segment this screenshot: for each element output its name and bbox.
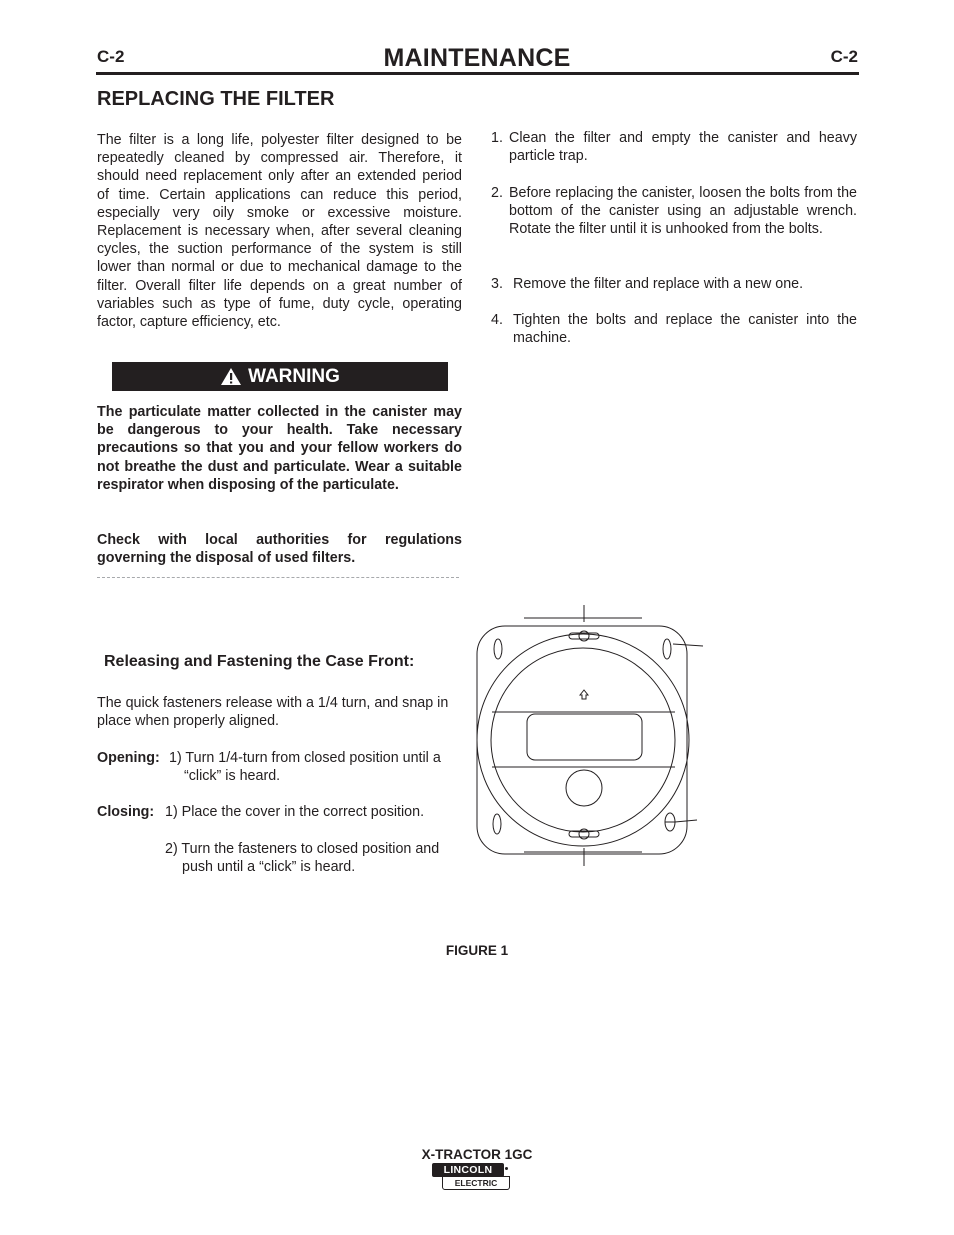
case-front-outline (477, 626, 687, 854)
section-title: REPLACING THE FILTER (97, 88, 335, 110)
header-title: MAINTENANCE (383, 44, 571, 72)
footer-model-name: X-TRACTOR 1GC (421, 1147, 533, 1162)
case-front-ring-inner (491, 648, 675, 832)
warning-label: WARNING (248, 365, 340, 387)
opening-step-1-continued: “click” is heard. (184, 768, 281, 784)
logo-bottom-text: ELECTRIC (442, 1176, 510, 1190)
warning-paragraph-health: The particulate matter collected in the canister may be dangerous to your health. Take necessary precautions so that you and your fellow workers do not breathe the dust and particulate. Wear a suitable respirator when disposing of the particulate. (97, 404, 462, 493)
header-page-code-left: C-2 (97, 47, 125, 66)
opening-step-1: 1) Turn 1/4-turn from closed position until a (169, 750, 441, 766)
logo-top-text: LINCOLN (432, 1163, 504, 1177)
step-number: 2. (491, 185, 503, 201)
closing-step-2-continued: push until a “click” is heard. (182, 859, 356, 875)
case-front-ring-outer (477, 634, 689, 846)
logo-registered-dot (505, 1167, 508, 1170)
closing-label: Closing: (97, 804, 155, 820)
step-1 (491, 129, 857, 165)
warning-paragraph-disposal: Check with local authorities for regulations governing the disposal of used filters. (97, 532, 462, 567)
case-front-title: Releasing and Fastening the Case Front: (104, 653, 415, 670)
step-number: 1. (491, 130, 503, 146)
header-rule (96, 72, 859, 75)
case-front-intro: The quick fasteners release with a 1/4 turn, and snap in place when properly aligned. (97, 695, 449, 730)
header-page-code-right: C-2 (830, 47, 858, 66)
step-2 (491, 184, 857, 239)
opening-label: Opening: (97, 750, 160, 766)
step-number: 3. (491, 276, 503, 292)
warning-triangle-icon (220, 367, 242, 386)
handle-slot (527, 714, 642, 760)
filter-intro-paragraph: The filter is a long life, polyester filter designed to be repeatedly cleaned by compressed air. Therefore, it should need replacement only after an extended period of time. Certain applications can reduce this period, especially very oily smoke or excessive moisture. Replacement is necessary when, after several cleaning cycles, the suction performance of the system is still lower than normal or due to mechanical damage to the filter. Overall filter life depends on a great number of variables such as type of fume, duty cycle, operating factor, capture efficiency, etc. (97, 132, 462, 331)
step-text: Before replacing the canister, loosen the bolts from the bottom of the canister using an adjustable wrench. Rotate the filter until it is unhooked from the bolts. (509, 185, 857, 238)
closing-step-2: 2) Turn the fasteners to closed position and (165, 841, 440, 857)
warning-banner (112, 362, 448, 391)
step-text: Clean the filter and empty the canister and heavy particle trap. (509, 130, 857, 165)
case-front-figure (470, 600, 710, 875)
step-text: Remove the filter and replace with a new one. (513, 276, 804, 292)
knob (566, 770, 602, 806)
closing-step-1: 1) Place the cover in the correct position. (165, 804, 425, 820)
lincoln-electric-logo (432, 1163, 512, 1191)
step-4 (491, 311, 857, 347)
step-text: Tighten the bolts and replace the canister into the machine. (513, 312, 857, 347)
step-number: 4. (491, 312, 503, 328)
section-divider (97, 577, 459, 578)
figure-caption: FIGURE 1 (445, 943, 509, 958)
step-3 (491, 275, 857, 293)
